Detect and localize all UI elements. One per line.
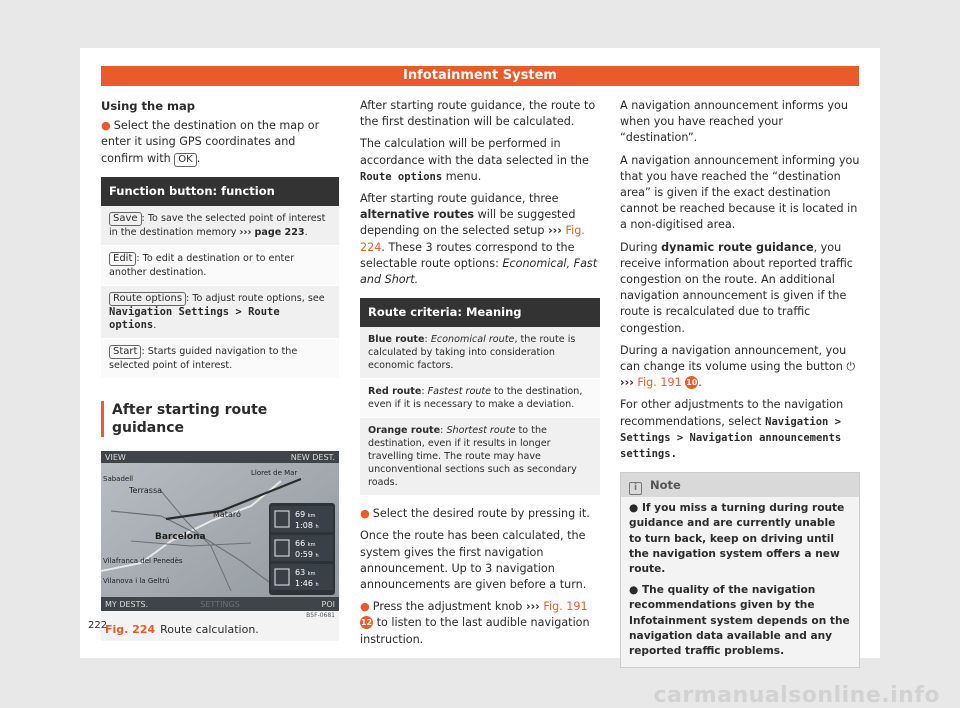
table-row: Edit : To edit a destination or to enter another destination.	[101, 246, 339, 286]
fig-poi-label: POI	[321, 599, 335, 609]
note-header: i Note	[621, 473, 859, 497]
bullet-icon: ●	[360, 507, 370, 521]
paragraph: A navigation announcement informs you when you have reached your “destination”.	[620, 99, 848, 145]
paragraph: During a navigation announcement, you can change its volume using the button ⏻ ››› Fig. 191 10.	[620, 343, 856, 390]
note-box	[620, 472, 860, 668]
figure-number: Fig. 224	[105, 622, 156, 636]
table-row: Orange route: Shortest route to the destination, even if it results in longer travelling time. The route may have unconventional sections such as secondary roads.	[360, 418, 600, 496]
place-label: Vilanova i la Geltrú	[103, 576, 170, 585]
paragraph: After starting route guidance, the route to the first destination will be calculated.	[360, 99, 596, 129]
section-title: After starting route guidance	[101, 401, 339, 437]
table-header: Route criteria: Meaning	[360, 298, 600, 327]
function-button-table	[101, 177, 339, 379]
route-3-distance: 63 km	[295, 567, 316, 577]
paragraph: A navigation announcement informing you that you have reached the “destination area” is given if the exact destination cannot be reached because it is located in a non-digitised area.	[620, 153, 860, 232]
menu-path: Navigation Settings > Route options	[109, 305, 280, 331]
fig-settings-label: SETTINGS	[200, 599, 240, 609]
page-ref-link[interactable]: page 223	[254, 226, 305, 238]
bullet-icon: ●	[101, 119, 111, 133]
page-number: 222	[88, 620, 108, 631]
figure-ref-link[interactable]: Fig. 224	[360, 224, 585, 254]
fig-code: B5F-0681	[306, 611, 335, 619]
place-label: Lloret de Mar	[251, 468, 298, 477]
route-1-distance: 69 km	[295, 509, 316, 519]
table-row: Start : Starts guided navigation to the selected point of interest.	[101, 339, 339, 379]
bullet-icon: ●	[360, 600, 370, 614]
paragraph: The calculation will be performed in accordance with the data selected in the Route options menu.	[360, 137, 589, 183]
fig-view-label: VIEW	[105, 452, 126, 462]
route-1-time: 1:08 h	[295, 520, 319, 530]
callout-number: 12	[360, 618, 373, 628]
column-1	[101, 98, 339, 641]
power-icon: ⏻	[846, 360, 856, 374]
column-2	[360, 98, 600, 654]
place-label: Mataró	[213, 509, 241, 519]
route-criteria-table	[360, 298, 600, 496]
paragraph: After starting route guidance, three alternative routes will be suggested depending on the selected setup ››› Fig. 224. These 3 routes correspond to the selectable route options: Economical, Fast and Short.	[360, 192, 598, 287]
column-3	[620, 98, 860, 668]
figure-ref-link[interactable]: Fig. 191	[637, 376, 682, 390]
figure-ref-link[interactable]: Fig. 191	[543, 600, 588, 614]
ref-arrow-icon: ›››	[525, 600, 540, 614]
ok-key: OK	[174, 153, 196, 167]
paragraph: ● Press the adjustment knob ››› Fig. 191 12 to listen to the last audible navigation instruction.	[360, 600, 590, 646]
route-2-distance: 66 km	[295, 538, 316, 548]
watermark: carmanualsonline.info	[653, 683, 940, 708]
save-key: Save	[109, 212, 142, 226]
table-row: Save : To save the selected point of interest in the destination memory ››› page 223.	[101, 206, 339, 246]
place-label: Barcelona	[155, 531, 206, 542]
section-header: Infotainment System	[101, 66, 859, 86]
figure-caption: Fig. 224 Route calculation.	[101, 617, 339, 641]
menu-name: Route options	[360, 170, 443, 183]
bullet-icon: ●	[629, 502, 642, 515]
note-item: ● If you miss a turning during route guidance and are currently unable to turn back, keep on driving until the navigation system offers a new route.	[629, 502, 845, 576]
paragraph: For other adjustments to the navigation recommendations, select Navigation > Settings > Navigation announcements settings.	[620, 398, 844, 461]
ref-arrow-icon: ›››	[548, 224, 562, 238]
place-label: Vilafranca del Penedès	[103, 556, 183, 565]
fig-my-dests-label: MY DESTS.	[105, 599, 149, 609]
place-label: Sabadell	[103, 474, 134, 483]
paragraph: ● Select the desired route by pressing it.	[360, 507, 590, 521]
paragraph: Once the route has been calculated, the system gives the first navigation announcement. Up to 3 navigation announcements are given before a turn.	[360, 529, 587, 592]
route-2-time: 0:59 h	[295, 549, 319, 559]
route-3-time: 1:46 h	[295, 578, 319, 588]
using-map-heading: Using the map	[101, 99, 196, 113]
paragraph: During dynamic route guidance, you receive information about reported traffic congestion on the route. An additional navigation announcement is given if the route is recalculated due to traffic congestion.	[620, 240, 853, 335]
route-calculation-figure	[101, 451, 339, 619]
callout-number: 10	[686, 378, 698, 388]
fig-new-dest-label: NEW DEST.	[290, 452, 335, 462]
info-icon: i	[629, 482, 642, 495]
ref-arrow-icon: ›››	[620, 376, 634, 390]
bullet-icon: ●	[629, 584, 642, 597]
table-header: Function button: function	[101, 177, 339, 206]
table-row: Red route: Fastest route to the destination, even if it is necessary to make a deviation.	[360, 379, 600, 418]
route-options-key: Route options	[109, 292, 186, 306]
table-row: Blue route: Economical route, the route is calculated by taking into consideration economic factors.	[360, 327, 600, 379]
place-label: Terrassa	[129, 485, 163, 495]
ref-arrow-icon: ›››	[239, 226, 252, 238]
menu-path: Navigation > Settings > Navigation announcements settings.	[620, 415, 842, 461]
using-map-instruction: ● Select the destination on the map or enter it using GPS coordinates and confirm with OK .	[101, 119, 320, 165]
nav-screen-image	[101, 451, 339, 619]
table-row: Route options : To adjust route options, see Navigation Settings > Route options.	[101, 286, 339, 339]
note-item: ● The quality of the navigation recommendations given by the Infotainment system depends on the navigation data available and any reported traffic problems.	[629, 584, 850, 658]
start-key: Start	[109, 345, 141, 359]
edit-key: Edit	[109, 252, 136, 266]
